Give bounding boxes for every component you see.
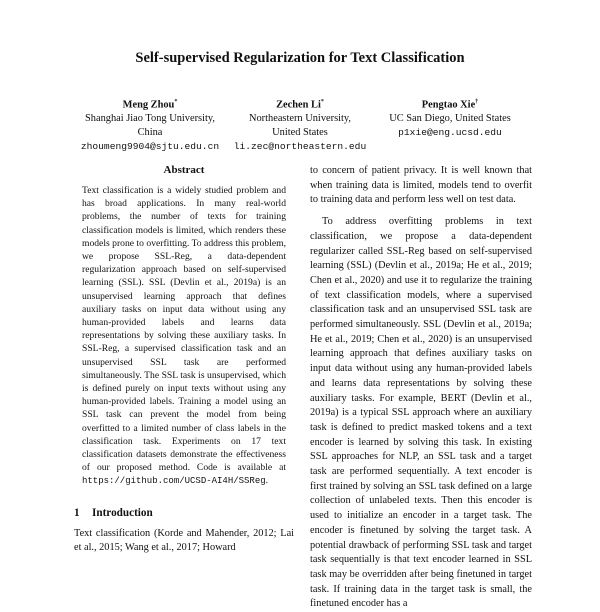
abstract-text: Text classification is a widely studied problem and has broad applications. In many real-world problems, the number of texts for training classification models is limited, which renders these models prone to overfitting. To address this problem, we propose SSL-Reg, a data-dependent regularization approach based on self-supervised learning (SSL). SSL (Devlin et al., 2019a) is an unsupervised learning approach that defines auxiliary tasks on input data without using any human-provided labels and learns data representations by solving these auxiliary tasks. In SSL-Reg, a supervised classification task and an unsupervised SSL task are performed simultaneously. The SSL task is unsupervised, which is defined purely on input texts without using any human-provided labels. Training a model using an SSL task can prevent the model from being overfitted to a limited number of class labels in the classification task. Experiments on 17 text classification datasets demonstrate the effectiveness of our proposed method. Code is available at — [82, 185, 286, 474]
author-name: Pengtao Xie — [421, 99, 476, 111]
section-number: 1 — [74, 506, 80, 519]
paper-title: Self-supervised Regularization for Text Classification — [135, 50, 465, 66]
author-name: Meng Zhou — [122, 99, 175, 111]
abstract-heading: Abstract — [163, 164, 205, 176]
author-block — [60, 95, 540, 155]
abstract-end: . — [265, 475, 269, 487]
author-affiliation: United States — [272, 127, 328, 139]
abstract-body — [82, 184, 286, 489]
body-paragraph-continued: to concern of patient privacy. It is well known that when training data is limited, models tend to overfit to training data and perform less well on test data. — [310, 165, 532, 206]
author-email[interactable]: zhoumeng9904@sjtu.edu.cn — [80, 141, 220, 153]
author-name: Zechen Li — [276, 99, 321, 111]
intro-paragraph: Text classification (Korde and Mahender, 2012; Lai et al., 2015; Wang et al., 2017; Howard — [74, 527, 294, 554]
author-affiliation: UC San Diego, United States — [389, 113, 511, 125]
author-affiliation: China — [137, 127, 163, 139]
left-column — [74, 164, 294, 600]
author-email[interactable]: p1xie@eng.ucsd.edu — [398, 127, 502, 139]
author-3 — [360, 95, 540, 140]
right-column — [310, 164, 532, 610]
author-affiliation: Shanghai Jiao Tong University, — [84, 113, 215, 125]
body-paragraph: To address overfitting problems in text classification, we propose a data-dependent regularizer called SSL-Reg based on self-supervised learning (SSL) (Devlin et al., 2019a; He et al., 2019; Chen et al., 2020) and use it to regularize the training of text classification models, where a supervised classification task and an unsupervised SSL task are performed simultaneously. SSL (Devlin et al., 2019a; He et al., 2019; Chen et al., 2020) is an unsupervised learning approach that defines auxiliary tasks on input data without using any human-provided labels and learns data representations by solving these auxiliary tasks. For example, BERT (Devlin et al., 2019a) is a typical SSL approach where an auxiliary task is defined to predict masked tokens and a text encoder is learned by solving this task. In existing SSL approaches for NLP, an SSL task and a target task are performed sequentially. A text encoder is first trained by solving an SSL task defined on a large collection of unlabeled texts. Then this encoder is used to initialize an encoder in a target task. The encoder is finetuned by solving the target task. A potential drawback of performing SSL task and target task sequentially is that text encoder learned in SSL task may be overridden after being finetuned in target task. If training data in the target task is small, the finetuned encoder has a — [310, 216, 532, 610]
code-link[interactable]: https://github.com/UCSD-AI4H/SSReg — [82, 476, 266, 487]
section-heading-introduction — [74, 507, 294, 519]
author-email[interactable]: li.zec@northeastern.edu — [233, 141, 367, 153]
author-affiliation: Northeastern University, — [248, 113, 352, 125]
corresponding-author-mark: † — [475, 99, 479, 105]
equal-contribution-mark: * — [174, 99, 178, 105]
section-title: Introduction — [92, 506, 153, 519]
equal-contribution-mark: * — [320, 99, 324, 105]
